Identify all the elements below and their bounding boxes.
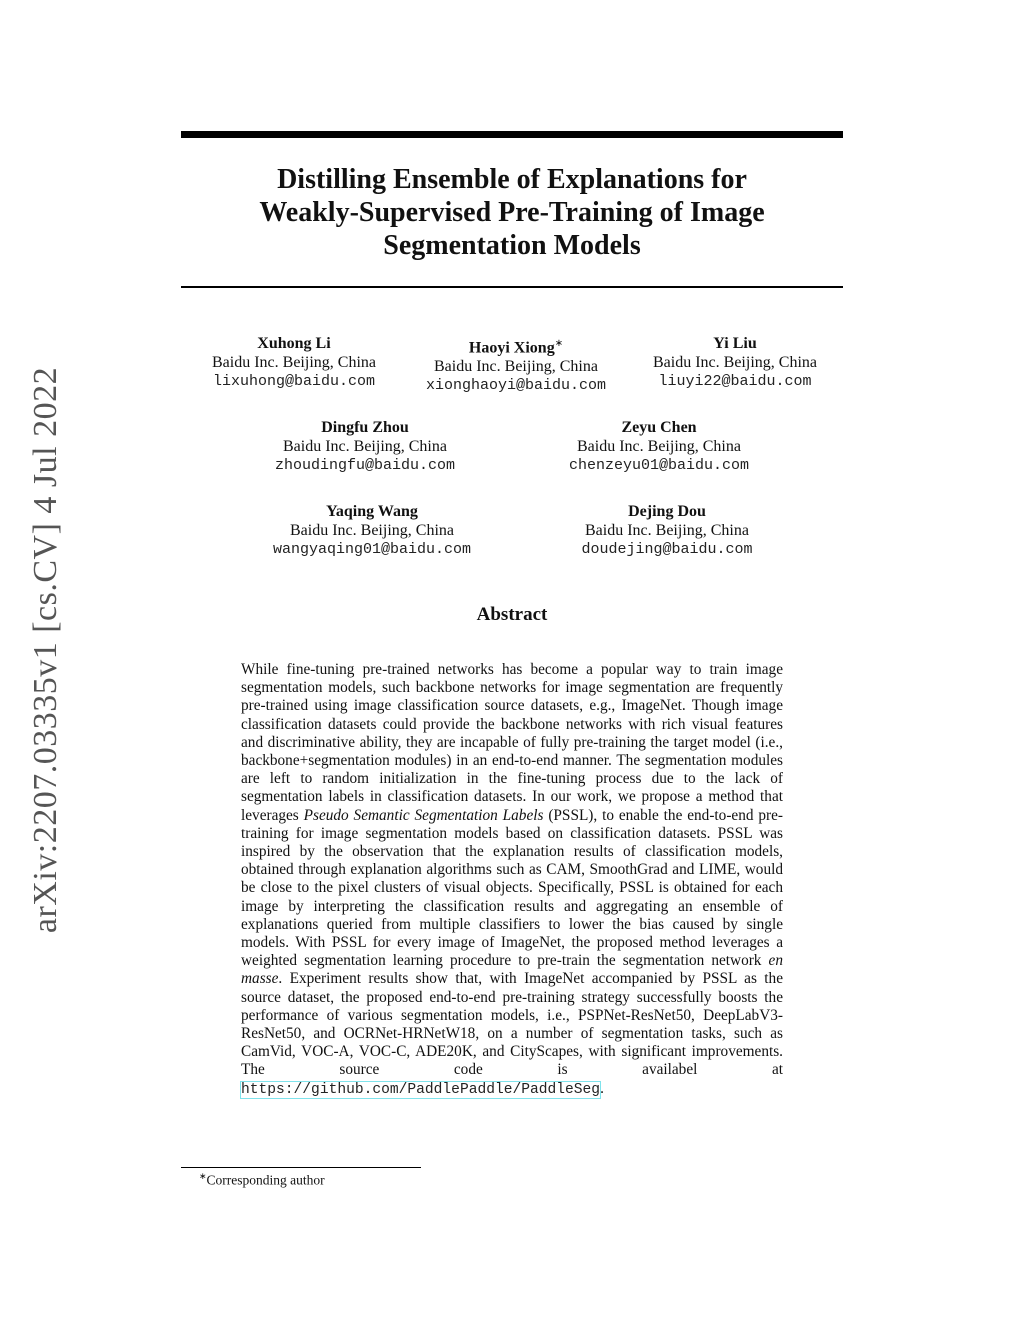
author-block-yaqing-wang [273,502,471,559]
abstract-italic-en-masse: en masse [241,952,783,988]
title-line-3: Segmentation Models [383,230,641,261]
footnote-mark: ∗ [199,1171,207,1181]
author-name: Zeyu Chen [621,419,697,436]
footnote [199,1171,325,1189]
author-name: Yaqing Wang [326,503,418,520]
author-affiliation: Baidu Inc. Beijing, China [577,438,741,455]
title-bottom-rule [181,286,843,288]
title-line-2: Weakly-Supervised Pre-Training of Image [259,197,765,228]
footnote-text: Corresponding author [206,1172,325,1188]
author-block-xuhong-li [212,334,376,391]
author-email[interactable]: lixuhong@baidu.com [212,373,376,390]
author-email[interactable]: chenzeyu01@baidu.com [568,457,750,474]
author-affiliation: Baidu Inc. Beijing, China [212,354,376,371]
abstract-heading: Abstract [476,604,548,625]
author-affiliation: Baidu Inc. Beijing, China [283,438,447,455]
footnote-rule [181,1167,421,1168]
author-affiliation: Baidu Inc. Beijing, China [653,354,817,371]
author-name: Yi Liu [713,335,757,352]
author-affiliation: Baidu Inc. Beijing, China [434,358,598,376]
author-block-dingfu-zhou [275,418,455,475]
paper-title [181,163,843,262]
abstract-text-part-3: . Experiment results show that, with ImageNet accompanied by PSSL as the source dataset, the proposed end-to-end pre-training strategy successfully boosts the performance of various segmentation models, i.e., PSPNet-ResNet50, DeepLabV3-ResNet50, and OCRNet-HRNetW18, on a number of segmentation tasks, such as CamVid, VOC-A, VOC-C, ADE20K, and CityScapes, with significant improvements. The source code is availabel at [241,970,783,1079]
abstract-text-part-4: . [600,1079,604,1097]
author-block-dejing-dou [581,502,752,559]
abstract-text-part-1: While fine-tuning pre-trained networks has become a popular way to train image segmentation models, such backbone networks for image segmentation are frequently pre-trained using image classification source datasets, e.g., ImageNet. Though image classification datasets could provide the backbone networks with rich visual features and discriminative ability, they are incapable of fully pre-training the target model (i.e., backbone+segmentation modules) in an end-to-end manner. The segmentation modules are left to random initialization in the fine-tuning process due to the lack of segmentation labels in classification datasets. In our work, we propose a method that leverages [241,661,783,824]
author-email[interactable]: doudejing@baidu.com [581,541,753,558]
abstract-body [241,661,783,1099]
author-affiliation: Baidu Inc. Beijing, China [290,522,454,539]
author-name: Haoyi Xiong [468,339,555,357]
author-name: Dingfu Zhou [321,419,409,436]
author-block-haoyi-xiong [426,334,606,395]
source-code-link[interactable]: https://github.com/PaddlePaddle/PaddleSeg [241,1081,601,1098]
author-name: Dejing Dou [628,503,706,520]
author-email[interactable]: zhoudingfu@baidu.com [274,457,456,474]
title-line-1: Distilling Ensemble of Explanations for [277,164,747,195]
author-block-zeyu-chen [569,418,749,475]
abstract-text-part-2: (PSSL), to enable the end-to-end pre-training for image segmentation models based on classification datasets. PSSL was inspired by the observation that the explanation results of classification models, obtained through explanation algorithms such as CAM, SmoothGrad and LIME, would be close to the pixel clusters of visual objects. Specifically, PSSL is obtained for each image by interpreting the classification results and aggregating an ensemble of explanations queried from multiple classifiers to lower the bias caused by single models. With PSSL for every image of ImageNet, the proposed method leverages a weighted segmentation learning procedure to pre-train the segmentation network [241,806,784,970]
author-email[interactable]: wangyaqing01@baidu.com [272,541,472,558]
title-top-rule [181,131,843,138]
author-email[interactable]: xionghaoyi@baidu.com [425,377,607,395]
arxiv-identifier: arXiv:2207.03335v1 [cs.CV] 4 Jul 2022 [27,366,64,934]
abstract-italic-pssl: Pseudo Semantic Segmentation Labels [303,806,544,824]
author-email[interactable]: liuyi22@baidu.com [658,373,812,390]
author-name: Xuhong Li [257,335,331,352]
author-block-yi-liu [653,334,817,391]
author-name-line [426,334,606,357]
corresponding-mark: ∗ [554,338,564,349]
author-affiliation: Baidu Inc. Beijing, China [585,522,749,539]
